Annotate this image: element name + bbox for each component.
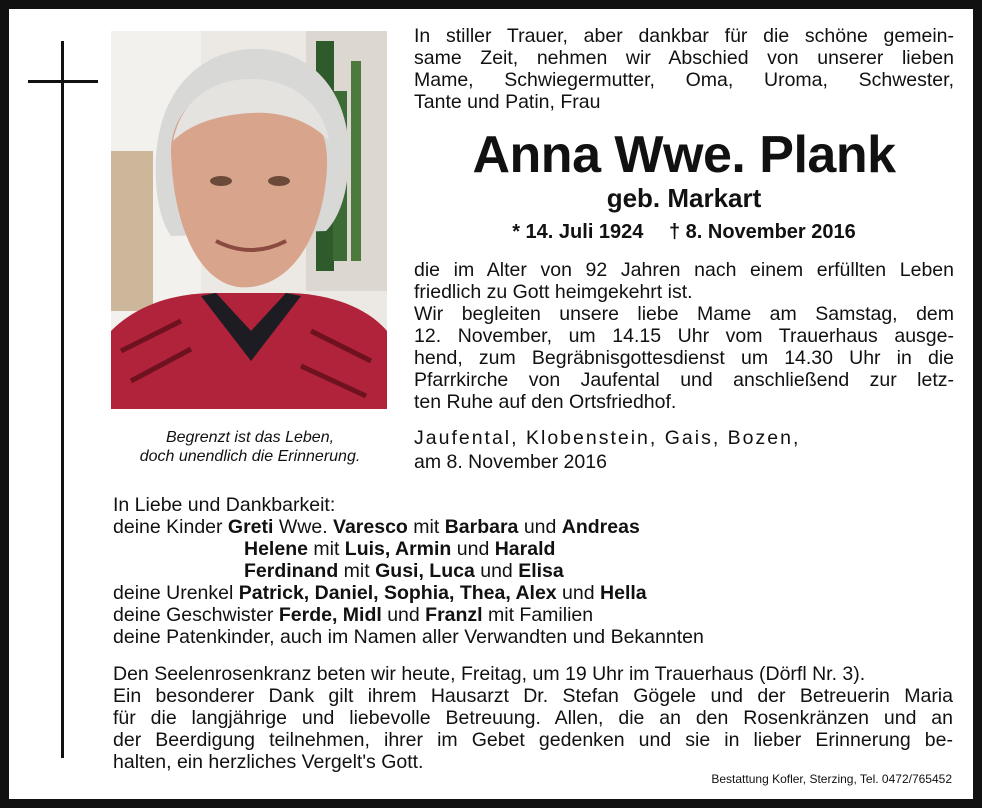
grandchildren-line xyxy=(113,582,704,604)
body-line: 12. November, um 14.15 Uhr vom Trauerhaus ausge- xyxy=(414,325,954,347)
death-date: † 8. November 2016 xyxy=(668,221,856,243)
children-line xyxy=(113,560,704,582)
closing-line: Ein besonderer Dank gilt ihrem Hausarzt Dr. Stefan Gögele und der Betreuerin Maria xyxy=(113,685,953,707)
body-line: die im Alter von 92 Jahren nach einem erfüllten Leben xyxy=(414,259,954,281)
closing-line: der Beerdigung teilnehmen, ihrer im Gebet gedenken und sie in lieber Erinnerung be- xyxy=(113,729,953,751)
date-line: am 8. November 2016 xyxy=(414,451,607,473)
closing-line: Den Seelenrosenkranz beten wir heute, Freitag, um 19 Uhr im Trauerhaus (Dörfl Nr. 3). xyxy=(113,663,866,685)
name-bold: Gusi, Luca xyxy=(375,560,475,582)
name-bold: Elisa xyxy=(518,560,564,582)
places-line: Jaufental, Klobenstein, Gais, Bozen, xyxy=(414,427,801,449)
name-bold: Greti xyxy=(227,516,274,538)
closing-line: für die langjährige und liebevolle Betreuung. Allen, die an den Rosenkränzen und an xyxy=(113,707,953,729)
children-line xyxy=(113,516,704,538)
connector: mit Familien xyxy=(482,604,594,626)
name-bold: Harald xyxy=(494,538,556,560)
photo-caption xyxy=(100,428,400,466)
family-list xyxy=(113,494,704,648)
portrait-photo xyxy=(111,31,387,409)
name-bold: Franzl xyxy=(425,604,483,626)
connector: und xyxy=(474,560,519,582)
name-bold: Ferde, Midl xyxy=(278,604,382,626)
name-bold: Andreas xyxy=(561,516,640,538)
connector: und xyxy=(381,604,426,626)
funeral-announcement xyxy=(414,259,954,413)
closing-line: halten, ein herzliches Vergelt's Gott. xyxy=(113,751,424,773)
birth-date: * 14. Juli 1924 xyxy=(512,221,644,243)
siblings-line xyxy=(113,604,704,626)
grandchildren-prefix: deine Urenkel xyxy=(113,582,234,604)
children-prefix: deine Kinder xyxy=(113,516,223,538)
body-line: hend, zum Begräbnisgottesdienst um 14.30 Uhr in die xyxy=(414,347,954,369)
deceased-name: Anna Wwe. Plank xyxy=(472,126,896,184)
connector: und xyxy=(451,538,495,560)
godchildren-line: deine Patenkinder, auch im Namen aller Verwandten und Bekannten xyxy=(113,626,704,648)
body-line: ten Ruhe auf den Ortsfriedhof. xyxy=(414,391,677,413)
name-bold: Luis, Armin xyxy=(344,538,452,560)
body-line: Pfarrkirche von Jaufental und anschließend zur letz- xyxy=(414,369,954,391)
family-intro: In Liebe und Dankbarkeit: xyxy=(113,494,336,516)
cross-icon xyxy=(61,41,64,758)
connector: und xyxy=(518,516,562,538)
cross-icon-bar xyxy=(28,80,98,83)
caption-line: Begrenzt ist das Leben, xyxy=(165,429,335,446)
connector: mit xyxy=(407,516,445,538)
intro-line: In stiller Trauer, aber dankbar für die schöne gemein- xyxy=(414,25,954,47)
intro-text xyxy=(414,25,954,113)
closing-text xyxy=(113,663,953,773)
name-bold: Ferdinand xyxy=(244,560,339,582)
body-line: friedlich zu Gott heimgekehrt ist. xyxy=(414,281,693,303)
connector: und xyxy=(556,582,601,604)
birth-name: geb. Markart xyxy=(606,183,762,213)
name-bold: Hella xyxy=(600,582,647,604)
connector: mit xyxy=(338,560,376,582)
intro-line: Tante und Patin, Frau xyxy=(414,91,601,113)
siblings-prefix: deine Geschwister xyxy=(113,604,274,626)
portrait-image xyxy=(111,31,387,409)
name-bold: Varesco xyxy=(333,516,408,538)
caption-line: doch unendlich die Erinnerung. xyxy=(139,448,361,465)
funeral-home-credit: Bestattung Kofler, Sterzing, Tel. 0472/765452 xyxy=(711,772,952,786)
intro-line: Mame, Schwiegermutter, Oma, Uroma, Schwester, xyxy=(414,69,954,91)
intro-line: same Zeit, nehmen wir Abschied von unserer lieben xyxy=(414,47,954,69)
children-line xyxy=(113,538,704,560)
place-date-block xyxy=(414,426,800,474)
connector: Wwe. xyxy=(273,516,334,538)
name-bold: Patrick, Daniel, Sophia, Thea, Alex xyxy=(238,582,557,604)
life-dates xyxy=(400,220,968,244)
body-line: Wir begleiten unsere liebe Mame am Samstag, dem xyxy=(414,303,954,325)
name-bold: Helene xyxy=(244,538,308,560)
connector: mit xyxy=(307,538,345,560)
name-bold: Barbara xyxy=(444,516,519,538)
